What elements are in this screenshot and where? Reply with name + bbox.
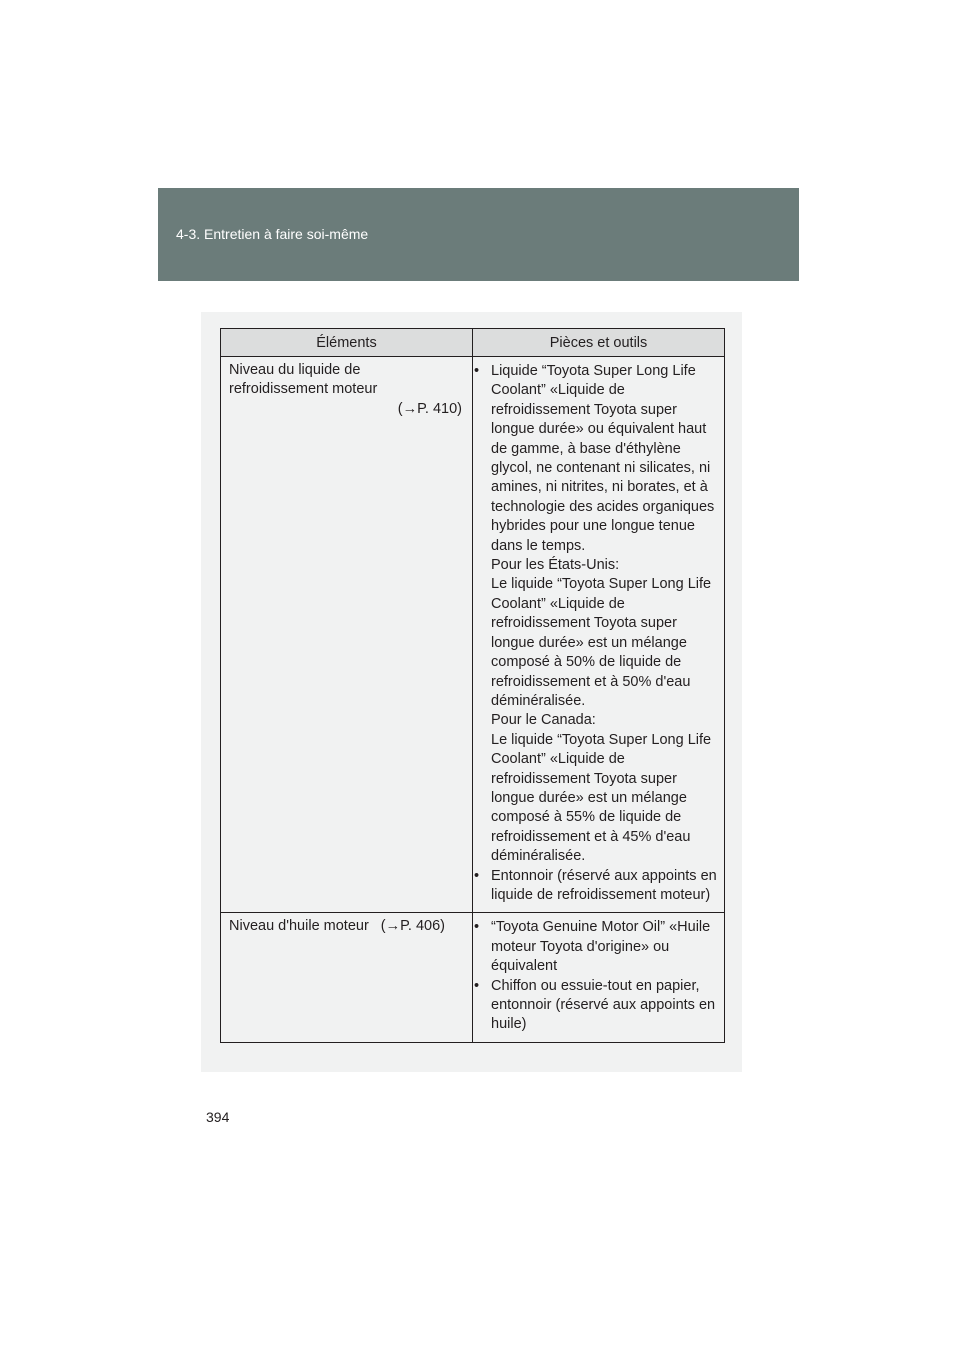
section-header-band: [158, 188, 799, 281]
parts-cell-coolant: [473, 357, 725, 913]
item-label-line: Niveau du liquide de: [229, 362, 361, 378]
parts-list: [491, 362, 720, 905]
parts-table: [220, 328, 725, 1043]
list-item: • Liquide “Toyota Super Long Life Coolant” «Liquide de refroidissement Toyota super longue durée» ou équivalent haut de gamme, à base d'éthylène glycol, ne contenant ni silicates, ni amines, ni nitrites, ni borates, et à technologie des acides organiques hybrides pour une longue tenue dans le temps.: [491, 362, 720, 556]
list-item: • “Toyota Genuine Motor Oil” «Huile moteur Toyota d'origine» ou équivalent: [491, 918, 720, 976]
list-item: Le liquide “Toyota Super Long Life Coolant” «Liquide de refroidissement Toyota super longue durée» est un mélange composé à 55% de liquide de refroidissement et à 45% d'eau déminéralisée.: [491, 731, 712, 865]
page-reference: (→P. 406): [380, 918, 446, 935]
list-item: • Entonnoir (réservé aux appoints en liquide de refroidissement moteur): [491, 867, 720, 906]
section-title: 4-3. Entretien à faire soi-même: [176, 226, 369, 242]
table-row: [221, 357, 725, 913]
list-item: • Chiffon ou essuie-tout en papier, entonnoir (réservé aux appoints en huile): [491, 977, 720, 1035]
item-label-line: refroidissement moteur: [229, 381, 378, 398]
item-cell-coolant: [221, 357, 473, 913]
page-reference: (→P. 410): [397, 400, 462, 417]
parts-list: [491, 918, 720, 1034]
item-label: Niveau d'huile moteur: [229, 918, 369, 935]
parts-cell-engine-oil: [473, 913, 725, 1042]
header-elements: Éléments: [221, 329, 473, 357]
table-header-row: [221, 329, 725, 357]
parts-panel: [201, 312, 742, 1072]
page-number: 394: [206, 1109, 230, 1125]
list-item: Pour les États-Unis:: [491, 557, 620, 574]
table-row: [221, 913, 725, 1042]
list-item: Pour le Canada:: [491, 712, 596, 729]
header-parts-tools: Pièces et outils: [473, 329, 725, 357]
item-cell-engine-oil: [221, 913, 473, 1042]
list-item: Le liquide “Toyota Super Long Life Coolant” «Liquide de refroidissement Toyota super longue durée» est un mélange composé à 50% de liquide de refroidissement et à 50% d'eau déminéralisée.: [491, 576, 712, 709]
